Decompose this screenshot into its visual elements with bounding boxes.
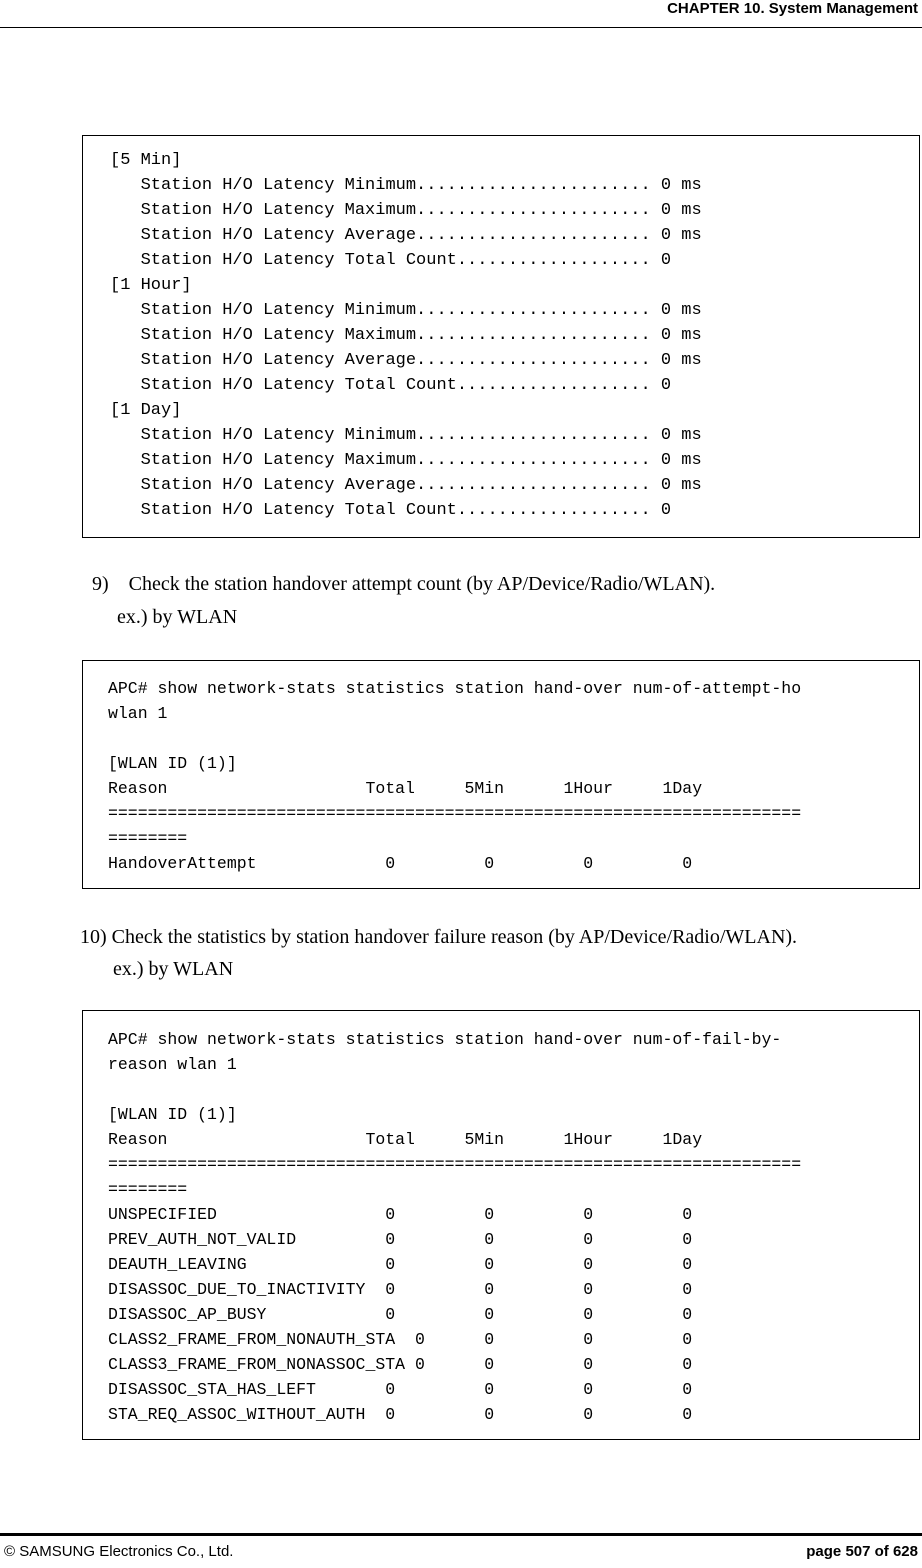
step-9-text: 9) Check the station handover attempt count (by AP/Device/Radio/WLAN). — [92, 573, 716, 595]
step-9-example: ex.) by WLAN — [117, 606, 238, 628]
latency-output: [5 Min] Station H/O Latency Minimum....................... 0 ms Station H/O Latency Maximum....................... 0 ms Station H/O Latency Average....................... 0 ms Station H/O Latency Total Count................... 0 [1 Hour] Station H/O Latency Minimum....................... 0 ms Station H/O Latency Maximum....................... 0 ms Station H/O Latency Average....................... 0 ms Station H/O Latency Total Count................... 0 [1 Day] Station H/O Latency Minimum....................... 0 ms Station H/O Latency Maximum....................... 0 ms Station H/O Latency Average....................... 0 ms Station H/O Latency Total Count................... 0 — [110, 151, 702, 520]
attempt-output-box — [82, 660, 920, 889]
step-10-text: 10) Check the statistics by station handover failure reason (by AP/Device/Radio/WLAN). — [80, 926, 798, 948]
copyright: © SAMSUNG Electronics Co., Ltd. — [4, 1543, 234, 1560]
page-footer — [0, 1533, 922, 1568]
attempt-output: APC# show network-stats statistics station hand-over num-of-attempt-ho wlan 1 [WLAN ID (1)] Reason Total 5Min 1Hour 1Day ====================================================================== ======== HandoverAttempt 0 0 0 0 — [108, 679, 802, 873]
fail-reason-output: APC# show network-stats statistics station hand-over num-of-fail-by- reason wlan 1 [WLAN ID (1)] Reason Total 5Min 1Hour 1Day ====================================================================== ======== UNSPECIFIED 0 0 0 0 PREV_AUTH_NOT_VALID 0 0 0 0 DEAUTH_LEAVING 0 0 0 0 DISASSOC_DUE_TO_INACTIVITY 0 0 0 0 DISASSOC_AP_BUSY 0 0 0 0 CLASS2_FRAME_FROM_NONAUTH_STA 0 0 0 0 CLASS3_FRAME_FROM_NONASSOC_STA 0 0 0 0 DISASSOC_STA_HAS_LEFT 0 0 0 0 STA_REQ_ASSOC_WITHOUT_AUTH 0 0 0 0 — [108, 1030, 802, 1424]
step-10-example: ex.) by WLAN — [113, 958, 234, 980]
fail-reason-output-box — [82, 1010, 920, 1440]
latency-output-box — [82, 135, 920, 538]
page-header — [0, 0, 922, 28]
page-number: page 507 of 628 — [806, 1543, 918, 1560]
chapter-title: CHAPTER 10. System Management — [667, 0, 918, 17]
